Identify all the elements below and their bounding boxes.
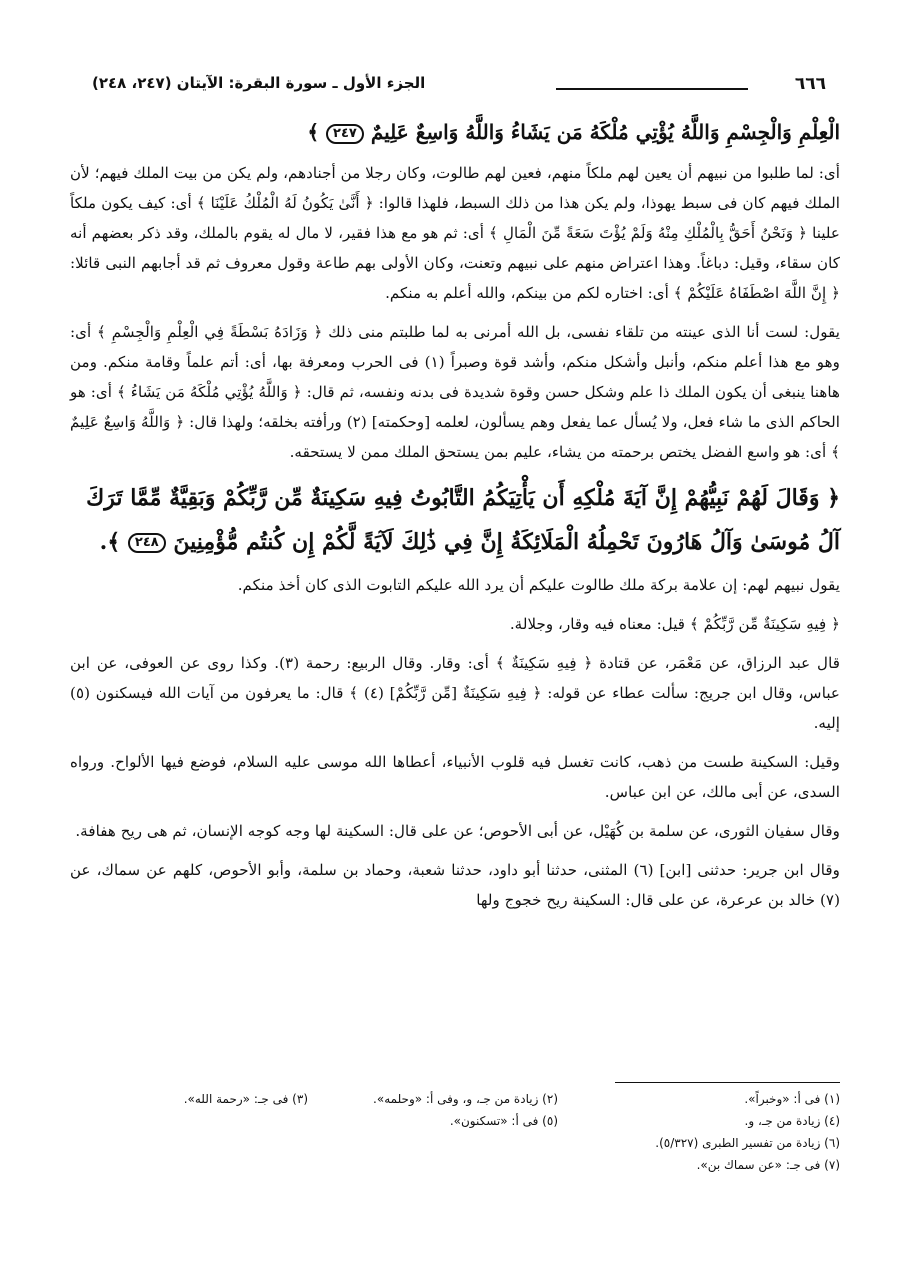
footnote: (٥) فى أ: «تسكنون». [449,1114,558,1128]
footnote: (٢) زيادة من جـ، و، وفى أ: «وحلمه». [373,1092,558,1106]
footnote-row [120,1092,840,1114]
running-title: الجزء الأول ـ سورة البقرة: الآيتان (٢٤٧، ٢٤٨) [92,74,426,92]
verse-text: الْعِلْمِ وَالْجِسْمِ وَاللَّهُ يُؤْتِي مُلْكَهُ مَن يَشَاءُ وَاللَّهُ وَاسِعٌ عَلِيمٌ [370,120,840,144]
footnote: (٤) زيادة من جـ، و. [744,1114,840,1128]
page-header [88,68,830,102]
commentary-paragraph: ﴿ فِيهِ سَكِينَةٌ مِّن رَّبِّكُمْ ﴾ قيل: معناه فيه وقار، وجلالة. [509,615,840,633]
footnotes [120,1092,840,1180]
verse-close-bracket: ﴾ [307,120,320,144]
footnote: (١) فى أ: «وخبراً». [744,1092,840,1106]
page-body [70,112,840,924]
page-number: ٦٦٦ [794,74,826,94]
verse-close-bracket: ﴾. [99,529,121,555]
commentary-paragraph: يقول نبيهم لهم: إن علامة بركة ملك طالوت عليكم أن يرد الله عليكم التابوت الذى كان أخذ منكم. [237,576,840,594]
verse-248 [70,476,840,564]
footnote-row [120,1114,840,1136]
footnote-row [120,1158,840,1180]
verse-number-badge: ٢٤٧ [326,124,364,144]
commentary-paragraph: وقال سفيان الثورى، عن سلمة بن كُهَيْل، عن أبى الأحوص؛ عن على قال: السكينة لها وجه كوجه الإنسان، ثم هى ريح هفافة. [75,822,840,840]
commentary-paragraph: وقال ابن جرير: حدثنى [ابن] (٦) المثنى، حدثنا أبو داود، حدثنا شعبة، وحماد بن سلمة، وأبو الأحوص، كلهم عن سماك، عن (٧) خالد بن عرعرة، عن على قال: السكينة ريح خجوج ولها [70,861,840,909]
header-rule [556,88,748,90]
verse-text: ﴿ وَقَالَ لَهُمْ نَبِيُّهُمْ إِنَّ آيَةَ مُلْكِهِ أَن يَأْتِيَكُمُ التَّابُوتُ فِيهِ سَكِينَةٌ مِّن رَّبِّكُمْ وَبَقِيَّةٌ مِّمَّا تَرَكَ آلُ مُوسَىٰ وَآلُ هَارُونَ تَحْمِلُهُ الْمَلَائِكَةُ إِنَّ فِي ذَٰلِكَ لَآيَةً لَّكُمْ إِن كُنتُم مُّؤْمِنِينَ [86,485,840,555]
footnote-row [120,1136,840,1158]
commentary-paragraph: قال عبد الرزاق، عن مَعْمَر، عن قتادة ﴿ فِيهِ سَكِينَةٌ ﴾ أى: وقار. وقال الربيع: رحمة (٣). وكذا روى عن العوفى، عن ابن عباس، وقال ابن جريج: سألت عطاء عن قوله: ﴿ فِيهِ سَكِينَةٌ [مِّن رَّبِّكُمْ] (٤) ﴾ قال: ما يعرفون من آيات الله فيسكنون (٥) إليه. [70,654,840,732]
footnote-rule [615,1082,840,1083]
commentary-paragraph: يقول: لست أنا الذى عينته من تلقاء نفسى، بل الله أمرنى به لما طلبتم منى ذلك ﴿ وَزَادَهُ بَسْطَةً فِي الْعِلْمِ وَالْجِسْمِ ﴾ أى: وهو مع هذا أعلم منكم، وأنبل وأشكل منكم، وأشد قوة وصبراً (١) فى الحرب ومعرفة بها، أى: أتم علماً وقامة منكم. ومن هاهنا ينبغى أن يكون الملك ذا علم وشكل حسن وقوة شديدة فى بدنه ونفسه، ثم قال: ﴿ وَاللَّهُ يُؤْتِي مُلْكَهُ مَن يَشَاءُ ﴾ أى: هو الحاكم الذى ما شاء فعل، ولا يُسأل عما يفعل وهم يسألون، لعلمه [وحكمته] (٢) ورأفته بخلقه؛ ولهذا قال: ﴿ وَاللَّهُ وَاسِعٌ عَلِيمٌ ﴾ أى: هو واسع الفضل يختص برحمته من يشاء، عليم بمن يستحق الملك ممن لا يستحقه. [70,323,840,461]
verse-247-ending [70,112,840,152]
commentary-paragraph: أى: لما طلبوا من نبيهم أن يعين لهم ملكاً منهم، فعين لهم طالوت، وكان رجلا من أجنادهم، ولم يكن من بيت الملك فيهم؛ لأن الملك فيهم كان فى سبط يهوذا، ولم يكن هذا من ذلك السبط، فلهذا قالوا: ﴿ أَنَّىٰ يَكُونُ لَهُ الْمُلْكُ عَلَيْنَا ﴾ أى: كيف يكون ملكاً علينا ﴿ وَنَحْنُ أَحَقُّ بِالْمُلْكِ مِنْهُ وَلَمْ يُؤْتَ سَعَةً مِّنَ الْمَالِ ﴾ أى: ثم هو مع هذا فقير، لا مال له يقوم بالملك، وقد ذكر بعضهم أنه كان سقاء، وقيل: دباغاً. وهذا اعتراض منهم على نبيهم وتعنت، وكان الأولى بهم طاعة وقول معروف ثم قد أجابهم النبى قائلا: ﴿ إِنَّ اللَّهَ اصْطَفَاهُ عَلَيْكُمْ ﴾ أى: اختاره لكم من بينكم، والله أعلم به منكم. [70,164,840,302]
commentary-paragraph: وقيل: السكينة طست من ذهب، كانت تغسل فيه قلوب الأنبياء، أعطاها الله موسى عليه السلام، فوضع فيها الألواح. ورواه السدى، عن أبى مالك، عن ابن عباس. [70,753,840,801]
verse-number-badge: ٢٤٨ [128,533,166,553]
footnote: (٣) فى جـ: «رحمة الله». [183,1092,308,1106]
footnote: (٦) زيادة من تفسير الطبرى (٥/٣٢٧). [655,1136,840,1150]
footnote: (٧) فى جـ: «عن سماك بن». [696,1158,840,1172]
